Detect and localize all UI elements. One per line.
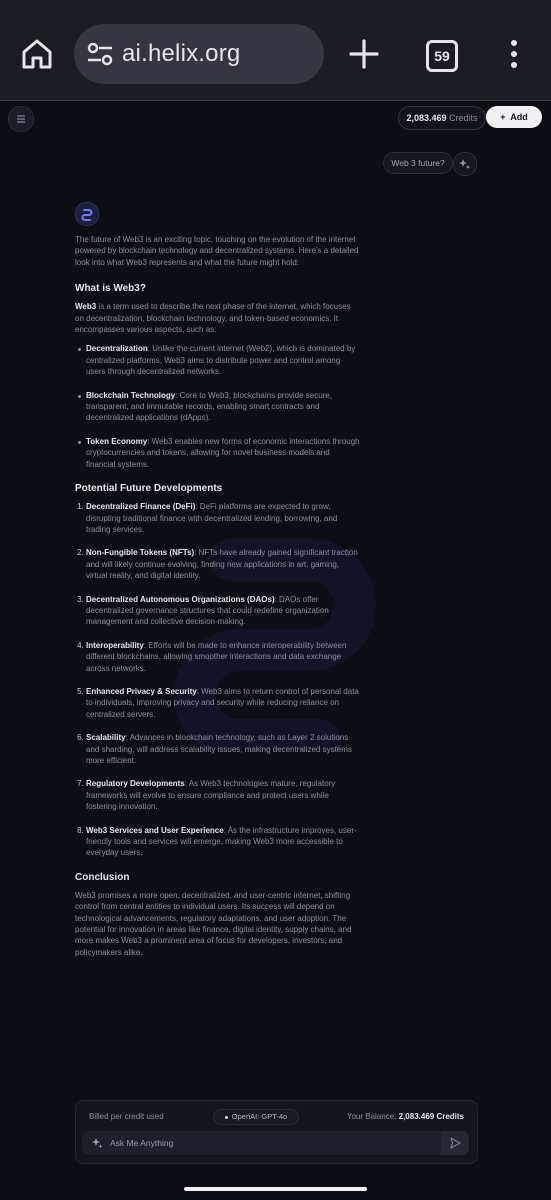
assistant-message — [75, 234, 360, 958]
item-title: Token Economy — [86, 436, 148, 446]
conclusion-paragraph: Web3 promises a more open, decentralized, and user-centric internet, shifting control from central entities to individual users. Its success will depend on technological advancements, regulatory adaptations, and user adoption. The potential for innovation in areas like finance, digital identity, supply chains, and more makes Web3 a prominent area of focus for developers, investors, and policymakers alike. — [75, 890, 352, 957]
plus-icon: + — [500, 112, 506, 122]
item-text: : DAOs offer decentralized governance structures that could redefine organization management and collective decision-making. — [86, 594, 329, 627]
item-text: : As Web3 technologies mature, regulatory frameworks will evolve to ensure compliance and protect users while fostering innovation. — [86, 779, 336, 812]
item-title: Decentralized Finance (DeFi) — [86, 502, 196, 512]
list-item — [86, 436, 360, 470]
item-text: : NFTs have already gained significant traction and will likely continue evolving, finding new applications in art, gaming, virtual reality, and digital identity. — [86, 548, 358, 581]
sidebar-toggle-button[interactable] — [8, 106, 34, 132]
paragraph-text: is a term used to describe the next phase of the internet, which focuses on decentralization, blockchain technology, and token-based economics. It encompasses various aspects, such as: — [75, 302, 351, 335]
home-button[interactable] — [19, 36, 55, 72]
tab-switcher-button[interactable]: 59 — [426, 40, 458, 72]
section-heading: Conclusion — [75, 871, 130, 883]
model-selector[interactable] — [213, 1109, 299, 1125]
model-status-dot — [225, 1116, 228, 1119]
url-text: ai.helix.org — [122, 40, 241, 67]
item-text: : Advances in blockchain technology, such as Layer 2 solutions and sharding, will address scalability issues, making decentralized systems more efficient. — [86, 733, 352, 765]
item-text: : Efforts will be made to enhance interoperability between different blockchains, allowing smoother interactions and data exchange across networks. — [86, 640, 347, 673]
sparkle-icon — [91, 1137, 103, 1149]
term: Web3 — [75, 302, 97, 312]
message-field[interactable] — [82, 1131, 469, 1155]
home-indicator[interactable] — [184, 1187, 367, 1191]
item-title: Interoperability — [86, 640, 144, 650]
aspects-list — [75, 343, 360, 470]
list-item — [86, 732, 360, 766]
list-item — [86, 640, 360, 674]
list-item — [86, 825, 360, 859]
list-item — [86, 501, 360, 535]
balance-value: 2,083.469 Credits — [398, 1112, 464, 1121]
message-action-button[interactable] — [453, 152, 477, 176]
list-item — [86, 390, 360, 424]
chat-composer — [75, 1100, 478, 1164]
credits-balance — [398, 106, 486, 130]
list-item — [86, 594, 360, 628]
sparkle-icon — [454, 153, 476, 175]
item-title: Decentralized Autonomous Organizations (DAOs) — [86, 594, 275, 604]
message-input[interactable] — [110, 1131, 430, 1155]
hamburger-icon — [9, 107, 33, 131]
plus-icon — [348, 38, 380, 70]
item-text: : Web3 aims to return control of personal data to individuals, improving privacy and security while reducing reliance on centralized servers. — [86, 686, 359, 719]
user-message: Web 3 future? — [383, 152, 453, 174]
address-bar[interactable] — [74, 24, 324, 84]
section-heading: Potential Future Developments — [75, 483, 223, 495]
list-item — [86, 778, 360, 812]
billing-note: Billed per credit used — [89, 1112, 164, 1121]
item-title: Regulatory Developments — [86, 779, 185, 789]
model-label: OpenAI: GPT-4o — [231, 1112, 288, 1121]
intro-paragraph: The future of Web3 is an exciting topic, touching on the evolution of the internet powered by blockchain technology and decentralized systems. Here's a detailed look into what Web3 represents and what the future might hold: — [75, 235, 359, 267]
browser-menu-button[interactable] — [505, 38, 523, 70]
home-icon — [19, 36, 55, 72]
item-title: Scalability — [86, 733, 126, 743]
helix-logo-icon — [76, 203, 98, 225]
balance-label: Your Balance: — [346, 1112, 397, 1121]
send-icon — [441, 1131, 469, 1155]
credits-value: 2,083.469 — [406, 113, 447, 123]
item-title: Decentralization — [86, 344, 148, 354]
item-text: : Web3 enables new forms of economic interactions through cryptocurrencies and tokens, allowing for novel business models and financial systems. — [86, 436, 360, 469]
developments-list — [75, 501, 360, 859]
assistant-avatar — [75, 202, 99, 226]
item-text: : As the infrastructure improves, user-friendly tools and services will emerge, making Web3 more accessible to everyday users. — [86, 825, 357, 858]
item-text: : Core to Web3, blockchains provide secure, transparent, and immutable records, enabling smart contracts and decentralized applications (dApps). — [86, 390, 333, 423]
item-text: : DeFi platforms are expected to grow, disrupting traditional finance with decentralized lending, borrowing, and trading services. — [86, 502, 338, 534]
new-tab-button[interactable] — [348, 38, 380, 70]
tune-icon[interactable] — [86, 42, 114, 66]
item-title: Enhanced Privacy & Security — [86, 686, 197, 696]
item-title: Web3 Services and User Experience — [86, 825, 224, 835]
balance-display — [347, 1112, 464, 1121]
credits-label: Credits — [449, 113, 478, 123]
add-credits-button[interactable] — [486, 106, 542, 128]
list-item — [86, 547, 360, 581]
browser-toolbar — [0, 0, 551, 101]
section-heading: What is Web3? — [75, 283, 146, 295]
item-text: : Unlike the current internet (Web2), which is dominated by centralized platforms, Web3 aims to distribute power and control among users through decentralized networks. — [86, 344, 356, 377]
more-vertical-icon — [505, 38, 523, 70]
item-title: Blockchain Technology — [86, 390, 176, 400]
add-label: Add — [510, 112, 528, 122]
send-button[interactable] — [441, 1131, 469, 1155]
section-paragraph — [75, 301, 360, 335]
list-item — [86, 686, 360, 720]
list-item — [86, 343, 360, 377]
item-title: Non-Fungible Tokens (NFTs) — [86, 548, 195, 558]
